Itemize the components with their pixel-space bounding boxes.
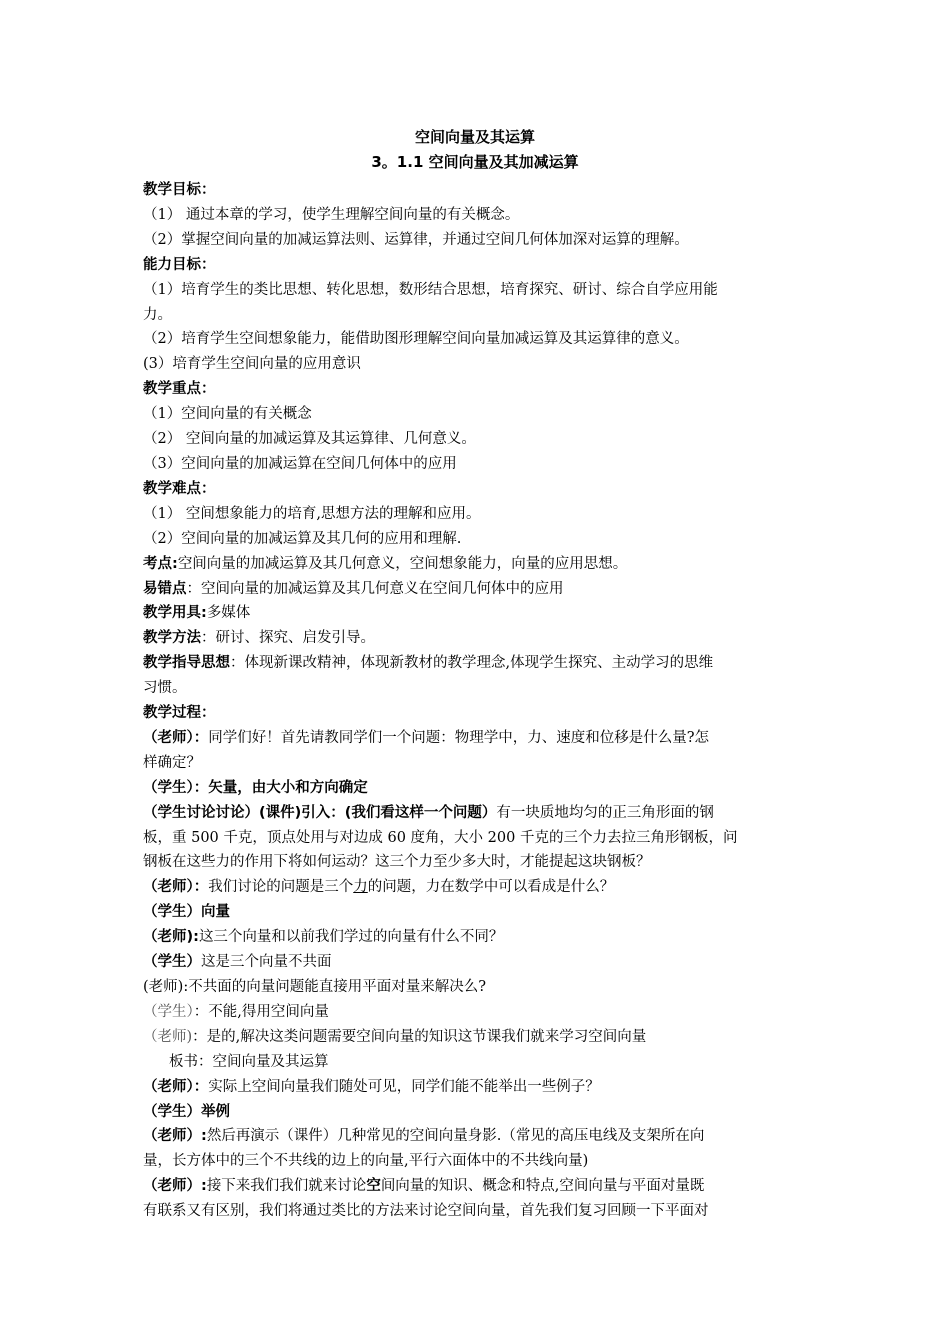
dialogue-text: 然后再演示（课件）几种常见的空间向量身影.（常见的高压电线及支架所在向 (206, 1128, 705, 1145)
dialogue-line (143, 950, 811, 975)
dialogue-line (143, 1000, 811, 1025)
dialogue-line (143, 1124, 811, 1149)
dialogue-text: 间向量的知识、概念和特点,空间向量与平面对量既 (380, 1178, 705, 1195)
speaker-label: （老师）: (143, 1128, 207, 1145)
dialogue-line (143, 801, 811, 826)
speaker-label: （学生） (143, 954, 201, 971)
speaker-label: （老师): (143, 929, 199, 946)
error-points-text: ：空间向量的加减运算及其几何意义在空间几何体中的应用 (186, 580, 564, 597)
exam-points-line (143, 552, 811, 577)
methods-line (143, 626, 811, 651)
tools-text: 多媒体 (206, 605, 251, 622)
speaker-label: （老师）： (143, 879, 209, 896)
list-item: （1）培育学生的类比思想、转化思想，数形结合思想，培育探究、研讨、综合自学应用能 (143, 281, 718, 298)
speaker-label: （老师）： (143, 729, 209, 746)
dialogue-line: （学生）向量 (143, 904, 230, 921)
speaker-label: （老师）： (143, 1078, 209, 1095)
dialogue-text: 这三个向量和以前我们学过的向量有什么不同？ (198, 929, 504, 946)
difficulties-heading: 教学难点： (143, 480, 216, 497)
dialogue-line (143, 875, 811, 900)
underlined-word: 力 (353, 879, 368, 896)
dialogue-text: ：不能,得用空间向量 (193, 1003, 329, 1020)
list-item: 力。 (143, 306, 172, 323)
list-item: （1）空间向量的有关概念 (143, 406, 312, 423)
speaker-label: （老师）: (143, 1178, 207, 1195)
dialogue-line (143, 1174, 811, 1199)
guiding-idea-label: 教学指导思想 (143, 655, 230, 672)
dialogue-line: 量，长方体中的三个不共线的边上的向量,平行六面体中的不共线向量) (143, 1153, 589, 1170)
dialogue-line: 样确定？ (143, 754, 201, 771)
guiding-idea-text: ：体现新课改精神，体现新教材的教学理念,体现学生探究、主动学习的思维 (230, 655, 714, 672)
error-points-line (143, 577, 811, 602)
dialogue-text: 实际上空间向量我们随处可见，同学们能不能举出一些例子？ (208, 1078, 600, 1095)
speaker-label: （老师) (143, 1028, 193, 1045)
list-item: （1） 空间想象能力的培育,思想方法的理解和应用。 (143, 505, 481, 522)
dialogue-line (143, 1075, 811, 1100)
error-points-label: 易错点 (143, 580, 187, 597)
guiding-idea-line-2: 习惯。 (143, 680, 187, 697)
exam-points-text: 空间向量的加减运算及其几何意义，空间想象能力，向量的应用思想。 (177, 555, 628, 572)
dialogue-line (143, 925, 811, 950)
dialogue-text: 同学们好！首先请教同学们一个问题：物理学中，力、速度和位移是什么量?怎 (208, 729, 710, 746)
dialogue-text: 接下来我们我们就来讨论 (206, 1178, 367, 1195)
dialogue-line: （学生）：矢量，由大小和方向确定 (143, 779, 368, 796)
document-title: 空间向量及其运算 (414, 128, 535, 146)
exam-points-label: 考点: (143, 555, 178, 572)
ability-goals-heading: 能力目标： (143, 256, 216, 273)
dialogue-line (143, 1025, 811, 1050)
dialogue-text: 的问题，力在数学中可以看成是什么？ (367, 879, 615, 896)
dialogue-line: 板，重 500 千克，顶点处用与对边成 60 度角，大小 200 千克的三个力去拉三角形钢板，问 (143, 829, 738, 846)
dialogue-text: 这是三个向量不共面 (201, 954, 332, 971)
list-item: (3）培育学生空间向量的应用意识 (143, 356, 361, 373)
dialogue-line: 钢板在这些力的作用下将如何运动？这三个力至少多大时，才能提起这块钢板？ (143, 854, 651, 871)
teaching-goals-heading: 教学目标： (143, 182, 216, 198)
dialogue-line: （学生）举例 (143, 1103, 230, 1120)
guiding-idea-line (143, 651, 811, 676)
list-item: （3）空间向量的加减运算在空间几何体中的应用 (143, 455, 457, 472)
document-body (143, 178, 811, 1224)
dialogue-line: (老师):不共面的向量问题能直接用平面对量来解决么? (143, 979, 486, 995)
bold-word: 空 (366, 1178, 381, 1195)
document-subtitle: 3。1.1 空间向量及其加减运算 (371, 153, 579, 171)
list-item: （1） 通过本章的学习，使学生理解空间向量的有关概念。 (143, 206, 520, 223)
tools-line (143, 601, 811, 626)
dialogue-line: 板书：空间向量及其运算 (169, 1053, 329, 1070)
speaker-label: （学生） (143, 1003, 194, 1020)
tools-label: 教学用具: (143, 605, 207, 622)
dialogue-text: 有一块质地均匀的正三角形面的钢 (496, 804, 714, 821)
list-item: （2）空间向量的加减运算及其几何的应用和理解. (143, 530, 462, 547)
list-item: （2）掌握空间向量的加减运算法则、运算律，并通过空间几何体加深对运算的理解。 (143, 231, 689, 248)
list-item: （2） 空间向量的加减运算及其运算律、几何意义。 (143, 431, 476, 448)
process-heading: 教学过程： (143, 705, 216, 722)
speaker-label: （学生讨论讨论）(课件)引入：(我们看这样一个问题） (143, 804, 497, 821)
methods-text: ：研讨、探究、启发引导。 (201, 630, 375, 647)
key-points-heading: 教学重点： (143, 381, 216, 398)
dialogue-text: 我们讨论的问题是三个 (208, 879, 354, 896)
dialogue-text: ：是的,解决这类问题需要空间向量的知识这节课我们就来学习空间向量 (192, 1028, 647, 1045)
dialogue-line (143, 726, 811, 751)
dialogue-line: 有联系又有区别，我们将通过类比的方法来讨论空间向量，首先我们复习回顾一下平面对 (143, 1203, 709, 1220)
list-item: （2）培育学生空间想象能力，能借助图形理解空间向量加减运算及其运算律的意义。 (143, 331, 689, 348)
methods-label: 教学方法 (143, 630, 201, 647)
